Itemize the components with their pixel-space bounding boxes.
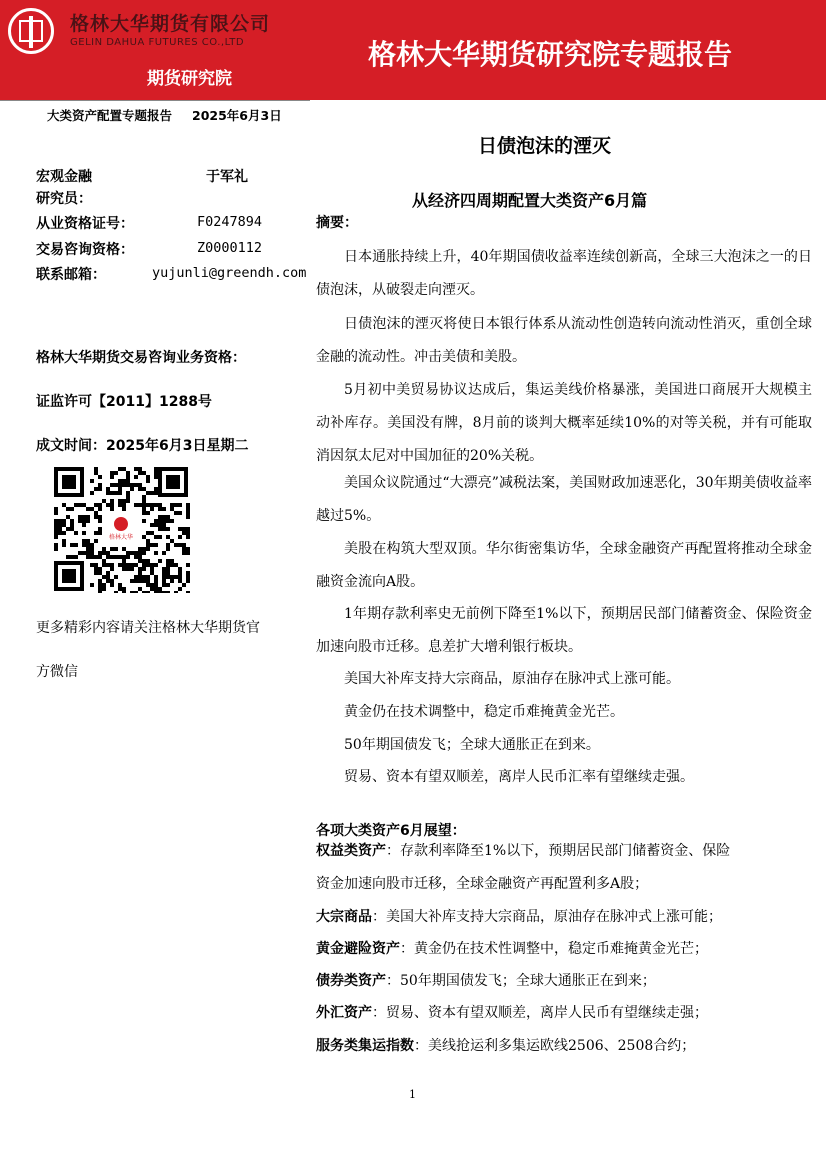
outlook-item — [316, 873, 648, 893]
qr-logo-text: 格林大华 — [108, 534, 134, 541]
outlook-title: 各项大类资产6月展望： — [316, 823, 466, 839]
outlook-text: ：存款利率降至1%以下，预期居民部门储蓄资金、保险 — [386, 843, 731, 859]
outlook-item — [316, 1002, 708, 1022]
outlook-item — [316, 970, 656, 990]
department-name: 期货研究院 — [147, 69, 232, 89]
analyst-name: 于军礼 — [206, 169, 248, 185]
outlook-key: 权益类资产 — [316, 843, 386, 859]
abstract-paragraph: 美股在构筑大型双顶。华尔街密集访华，全球金融资产再配置将推动全球金融资金流向A股。 — [316, 541, 812, 590]
email-label: 联系邮箱： — [36, 267, 106, 283]
abstract-paragraph: 贸易、资本有望双顺差，离岸人民币汇率有望继续走强。 — [344, 769, 694, 785]
outlook-text: 资金加速向股市迁移，全球金融资产再配置利多A股； — [316, 876, 649, 892]
cert-number: F0247894 — [197, 214, 263, 230]
company-name-cn: 格林大华期货有限公司 — [70, 13, 271, 35]
document-subtitle: 从经济四周期配置大类资产6月篇 — [412, 191, 648, 210]
advisory-label: 交易咨询资格： — [36, 242, 134, 258]
written-time: 成文时间：2025年6月3日星期二 — [36, 438, 249, 454]
outlook-item — [316, 840, 730, 860]
header-divider — [0, 100, 310, 101]
report-type-line — [47, 106, 282, 124]
header-title: 格林大华期货研究院专题报告 — [368, 38, 733, 71]
page-number: 1 — [409, 1088, 416, 1101]
advisory-number: Z0000112 — [197, 240, 263, 256]
follow-line-1: 更多精彩内容请关注格林大华期货官 — [36, 620, 260, 636]
sector-label: 宏观金融 — [36, 169, 92, 185]
qualification-label: 格林大华期货交易咨询业务资格： — [36, 350, 246, 366]
email-address[interactable]: yujunli@greendh.com — [152, 265, 307, 281]
report-type: 大类资产配置专题报告 — [47, 108, 173, 123]
abstract-label: 摘要： — [316, 215, 358, 231]
company-logo-icon — [8, 8, 54, 54]
outlook-text: ：美线抢运利多集运欧线2506、2508合约； — [414, 1038, 696, 1054]
wechat-qr-code — [52, 465, 190, 593]
outlook-text: ：黄金仍在技术性调整中，稳定币难掩黄金光芒； — [400, 941, 708, 957]
abstract-paragraph: 黄金仍在技术调整中，稳定币难掩黄金光芒。 — [344, 704, 624, 720]
abstract-paragraph: 1年期存款利率史无前例下降至1%以下，预期居民部门储蓄资金、保险资金加速向股市迁移。息差扩大增利银行板块。 — [316, 606, 812, 655]
abstract-paragraph: 5月初中美贸易协议达成后，集运美线价格暴涨，美国进口商展开大规模主动补库存。美国没有牌，8月前的谈判大概率延续10%的对等关税，并有可能取消因氛太尼对中国加征的20%关税。 — [316, 382, 812, 464]
outlook-text: ：美国大补库支持大宗商品，原油存在脉冲式上涨可能； — [372, 909, 722, 925]
analyst-label: 研究员： — [36, 191, 92, 207]
outlook-item — [316, 1035, 695, 1055]
outlook-key: 服务类集运指数 — [316, 1038, 414, 1054]
abstract-paragraph: 美国众议院通过“大漂亮”减税法案，美国财政加速恶化，30年期美债收益率越过5%。 — [316, 475, 812, 524]
outlook-key: 外汇资产 — [316, 1005, 372, 1021]
abstract-paragraph: 美国大补库支持大宗商品，原油存在脉冲式上涨可能。 — [344, 671, 680, 687]
license-number: 证监许可【2011】1288号 — [36, 394, 212, 410]
outlook-key: 大宗商品 — [316, 909, 372, 925]
outlook-text: ：50年期国债发飞；全球大通胀正在到来； — [386, 973, 656, 989]
company-name-en: GELIN DAHUA FUTURES CO.,LTD — [70, 37, 245, 48]
outlook-key: 黄金避险资产 — [316, 941, 400, 957]
outlook-item — [316, 906, 722, 926]
report-header — [0, 0, 826, 100]
outlook-item — [316, 938, 708, 958]
abstract-paragraph: 日债泡沫的湮灭将使日本银行体系从流动性创造转向流动性消灭，重创全球金融的流动性。冲击美债和美股。 — [316, 316, 812, 365]
document-title: 日债泡沫的湮灭 — [478, 135, 612, 157]
outlook-key: 债券类资产 — [316, 973, 386, 989]
abstract-paragraph: 日本通胀持续上升，40年期国债收益率连续创新高，全球三大泡沫之一的日债泡沫，从破裂走向湮灭。 — [316, 249, 812, 298]
abstract-paragraph: 50年期国债发飞；全球大通胀正在到来。 — [344, 737, 600, 753]
report-date: 2025年6月3日 — [192, 108, 282, 123]
follow-line-2: 方微信 — [36, 664, 78, 680]
outlook-text: ：贸易、资本有望双顺差，离岸人民币有望继续走强； — [372, 1005, 708, 1021]
cert-label: 从业资格证号： — [36, 216, 134, 232]
